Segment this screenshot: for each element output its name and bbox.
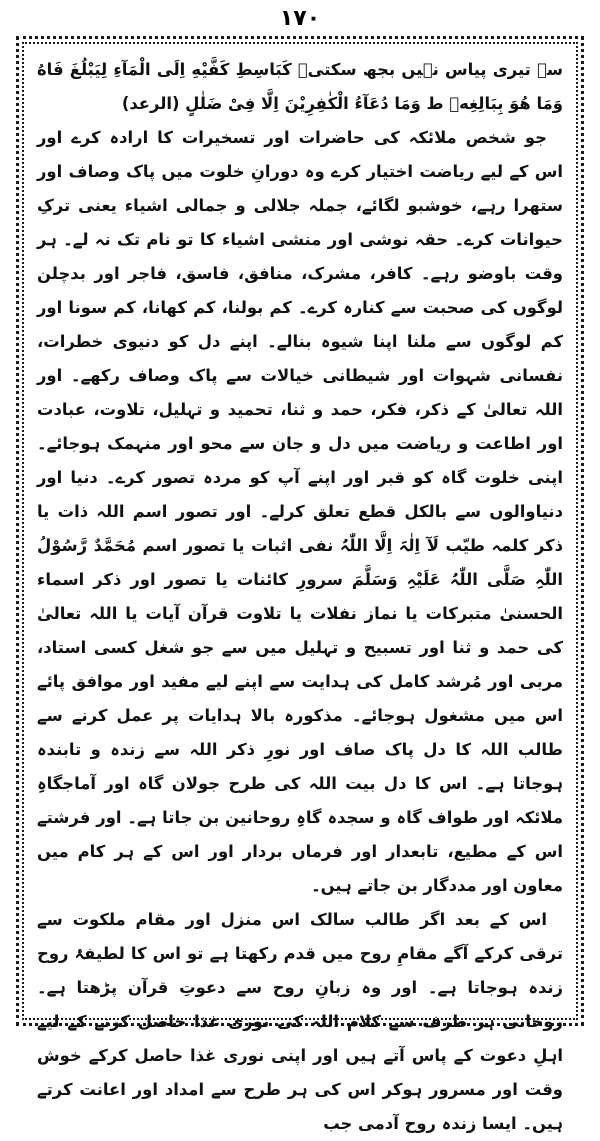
paragraph-angels: جو شخص ملائکہ کی حاضرات اور تسخیرات کا ارادہ کرے اور اس کے لیے ریاضت اختیار کرے وہ دورانِ خلوت میں پاک وصاف اور ستھرا رہے، خوشبو لگائے، جملہ جلالی و جمالی اشیاء یعنی ترکِ حیوانات کرے۔ حقہ نوشی اور منشی اشیاء کا تو نام تک نہ لے۔ ہر وقت باوضو رہے۔ کافر، مشرک، منافق، فاسق، فاجر اور بدچلن لوگوں کی صحبت سے کنارہ کرے۔ کم بولنا، کم کھانا، کم سونا اور کم لوگوں سے ملنا اپنا شیوہ بنالے۔ اپنے دل کو دنیوی خطرات، نفسانی شہوات اور شیطانی خیالات سے پاک وصاف رکھے۔ اور اللہ تعالیٰ کے ذکر، فکر، حمد و ثنا، تحمید و تہلیل، تلاوت، عبادت اور اطاعت و ریاضت میں دل و جان سے محو اور منہمک ہوجائے۔ اپنی خلوت گاہ کو قبر اور اپنے آپ کو مردہ تصور کرے۔ دنیا اور دنیاوالوں سے بالکل قطع تعلق کرلے۔ اور تصور اسم اللہ ذات یا ذکر کلمہ طیّب لَآ اِلٰہَ اِلَّا اللّٰہُ نفی اثبات یا تصور اسم مُحَمَّدٌ رَّسُوْلُ اللّٰہِ صَلَّی اللّٰہُ عَلَیْہِ وَسَلَّمَ سرورِ کائنات یا تصور اور ذکر اسماء الحسنیٰ متبرکات یا نماز نفلات یا تلاوت قرآن آیات یا اللہ تعالیٰ کی حمد و ثنا اور تسبیح و تہلیل میں سے جو شغل کسی استاد، مربی اور مُرشد کامل کی ہدایت سے اپنے لیے مفید اور موافق پائے اس میں مشغول ہوجائے۔ مذکورہ بالا ہدایات پر عمل کرنے سے طالب اللہ کا دل پاک صاف اور نورِ ذکر اللہ سے زندہ و تابندہ ہوجاتا ہے۔ اس کا دل بیت اللہ کی طرح جولان گاہ اور آماجگاہِ ملائکہ اور طواف گاہ و سجدہ گاہِ روحانین بن جاتا ہے۔ اور فرشتے اس کے مطیع، تابعدار اور فرماں بردار اور اس کے ہر کام میں معاون اور مددگار بن جاتے ہیں۔ bbox=[37, 128, 563, 895]
page-body bbox=[37, 53, 563, 1133]
paragraph-spirit: اس کے بعد اگر طالب سالک اس منزل اور مقام ملکوت سے ترقی کرکے آگے مقامِ روح میں قدم رکھتا ہے تو اس کا لطیفۂ روح زندہ ہوجاتا ہے۔ اور وہ زبانِ روح سے دعوتِ قرآن پڑھتا ہے۔ روحانی ہر طرف سے کلام اللہ کی نوری غذا حاصل کرنے کے لیے اہلِ دعوت کے پاس آتے ہیں اور اپنی نوری غذا حاصل کرکے خوش وقت اور مسرور ہوکر اس کی ہر طرح سے امداد اور اعانت کرتے ہیں۔ ایسا زندہ روح آدمی جب bbox=[37, 910, 563, 1133]
paragraph-verse: سے تیری پیاس نہیں بجھ سکتی۔ کَبَاسِطِ کَفَّیْهِ اِلَی الْمَآءِ لِیَبْلُغَ فَاهُ وَمَا هُوَ بِبَالِغِهٖ ط وَمَا دُعَآءُ الْکٰفِرِیْنَ اِلَّا فِیْ ضَلٰلٍ (الرعد) bbox=[37, 60, 563, 113]
page-number: ۱۷۰ bbox=[279, 6, 321, 31]
page-border bbox=[16, 36, 584, 1133]
